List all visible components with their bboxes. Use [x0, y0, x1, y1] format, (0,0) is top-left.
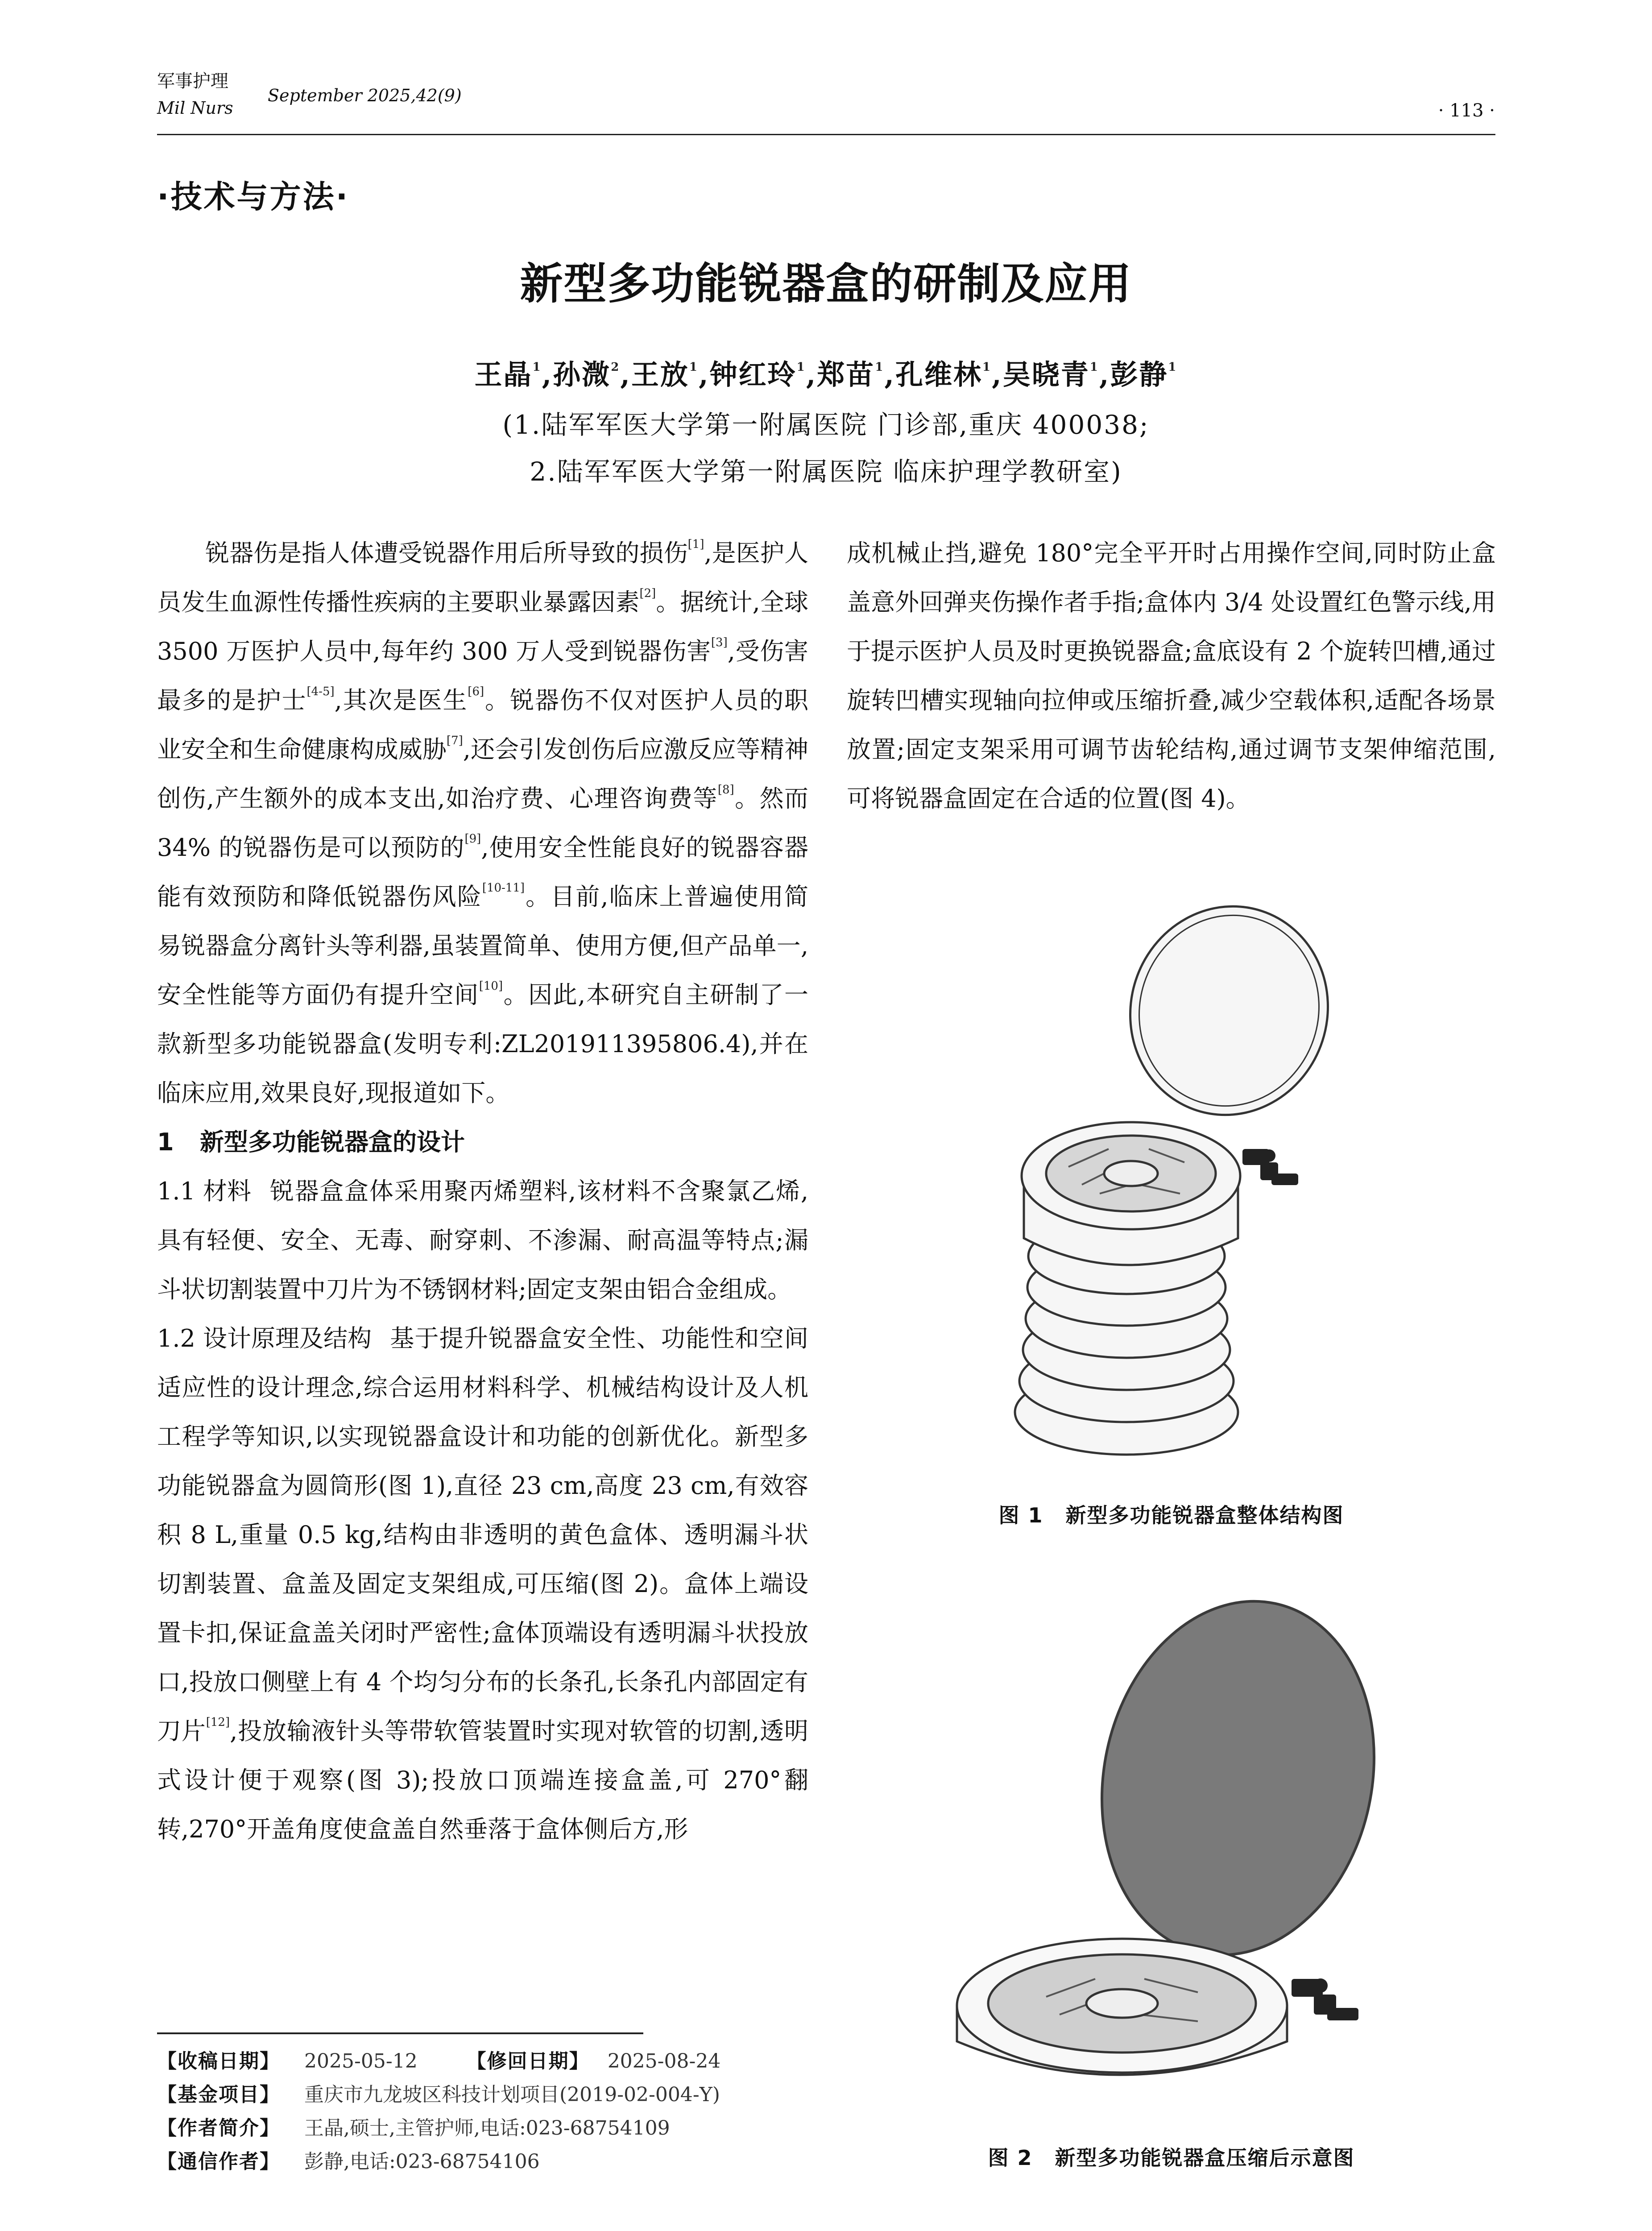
header-rule — [157, 134, 1495, 135]
affiliation-marker: 1 — [532, 361, 542, 374]
author-separator: , — [992, 358, 1003, 391]
citation: [10-11] — [482, 881, 525, 895]
citation: [6] — [468, 685, 484, 698]
subsection-1-1: 1.1 材料 锐器盒盒体采用聚丙烯塑料,该材料不含聚氯乙烯,具有轻便、安全、无毒、耐穿刺、不渗漏、耐高温等特点;漏斗状切割装置中刀片为不锈钢材料;固定支架由铝合金组成。 — [157, 1167, 808, 1314]
figure-2-caption: 图 2 新型多功能锐器盒压缩后示意图 — [988, 2146, 1355, 2170]
footnote-dates: 【收稿日期】 2025-05-12 【修回日期】 2025-08-24 — [157, 2050, 721, 2073]
citation: [2] — [639, 587, 656, 600]
citation: [1] — [687, 538, 704, 551]
section-heading-1: 1 新型多功能锐器盒的设计 — [157, 1128, 465, 1156]
author-name: 郑苗 — [817, 358, 875, 391]
citation: [7] — [446, 734, 463, 747]
footnote-rule — [157, 2032, 643, 2034]
subsection-label: 1.2 设计原理及结构 — [157, 1324, 372, 1352]
affiliation-marker: 2 — [611, 361, 621, 374]
figure-1-image — [979, 899, 1363, 1488]
subsection-1-2: 1.2 设计原理及结构 基于提升锐器盒安全性、功能性和空间适应性的设计理念,综合运用材料科学、机械结构设计及人机工程学等知识,以实现锐器盒设计和功能的创新优化。新型多功能锐器盒为圆筒形(图 1),直径 23 cm,高度 23 cm,有效容积 8 L,重量 0.5 kg,结构由非透明的黄色盒体、透明漏斗状切割装置、盒盖及固定支架组成,可压缩(图 2)。盒体上端设置卡扣,保证盒盖关闭时严密性;盒体顶端设有透明漏斗状投放口,投放口侧壁上有 4 个均匀分布的长条孔,长条孔内部固定有刀片[12],投放输液针头等带软管装置时实现对软管的切割,透明式设计便于观察(图 3);投放口顶端连接盒盖,可 270°翻转,270°开盖角度使盒盖自然垂落于盒体侧后方,形 — [157, 1314, 808, 1854]
figure-2-image — [948, 1586, 1394, 2135]
author-separator: , — [884, 358, 895, 391]
affiliation-marker: 1 — [796, 361, 806, 374]
affiliation-marker: 1 — [875, 361, 885, 374]
author-name: 孔维林 — [895, 358, 983, 391]
author-name: 王晶 — [474, 358, 533, 391]
footnote-author-bio: 【作者简介】 王晶,硕士,主管护师,电话:023-68754109 — [157, 2117, 670, 2140]
citation: [12] — [206, 1716, 230, 1729]
author-separator: , — [542, 358, 553, 391]
affiliation-1: (1.陆军军医大学第一附属医院 门诊部,重庆 400038; — [502, 410, 1150, 440]
author-name: 钟红玲 — [709, 358, 797, 391]
author-name: 王放 — [631, 358, 689, 391]
author-name: 孙溦 — [553, 358, 611, 391]
affiliation-2: 2.陆军军医大学第一附属医院 临床护理学教研室) — [530, 456, 1122, 487]
author-name: 吴晓青 — [1002, 358, 1090, 391]
issue-date: September 2025,42(9) — [268, 86, 462, 105]
author-separator: , — [1099, 358, 1110, 391]
journal-name-en: Mil Nurs — [157, 98, 233, 118]
affiliation-marker: 1 — [689, 361, 699, 374]
footnote-fund: 【基金项目】 重庆市九龙坡区科技计划项目(2019-02-004-Y) — [157, 2083, 720, 2106]
citation: [3] — [711, 636, 728, 649]
author-separator: , — [806, 358, 817, 391]
citation: [8] — [717, 783, 734, 796]
body-left-column — [157, 529, 808, 1854]
affiliation-marker: 1 — [982, 361, 992, 374]
page-number: · 113 · — [1438, 100, 1495, 121]
section-label: ·技术与方法· — [157, 178, 350, 215]
author-separator: , — [699, 358, 710, 391]
body-right-column — [847, 529, 1496, 823]
citation: [4-5] — [306, 685, 335, 698]
figure-1-caption: 图 1 新型多功能锐器盒整体结构图 — [998, 1503, 1344, 1527]
affiliation-marker: 1 — [1168, 361, 1178, 374]
author-name: 彭静 — [1110, 358, 1168, 391]
author-separator: , — [620, 358, 631, 391]
journal-name-cn: 军事护理 — [157, 71, 228, 91]
citation: [10] — [479, 979, 503, 993]
subsection-label: 1.1 材料 — [157, 1177, 252, 1205]
footnote-corresponding-author: 【通信作者】 彭静,电话:023-68754106 — [157, 2150, 540, 2173]
right-column-paragraph: 成机械止挡,避免 180°完全平开时占用操作空间,同时防止盒盖意外回弹夹伤操作者手指;盒体内 3/4 处设置红色警示线,用于提示医护人员及时更换锐器盒;盒底设有 2 个旋转凹槽,通过旋转凹槽实现轴向拉伸或压缩折叠,减少空载体积,适配各场景放置;固定支架采用可调节齿轮结构,通过调节支架伸缩范围,可将锐器盒固定在合适的位置(图 4)。 — [847, 539, 1496, 813]
paper-title: 新型多功能锐器盒的研制及应用 — [520, 259, 1132, 309]
author-list — [0, 352, 1652, 392]
intro-paragraph: 锐器伤是指人体遭受锐器作用后所导致的损伤[1],是医护人员发生血源性传播性疾病的主要职业暴露因素[2]。据统计,全球 3500 万医护人员中,每年约 300 万人受到锐器伤害[3],受伤害最多的是护士[4-5],其次是医生[6]。锐器伤不仅对医护人员的职业安全和生命健康构成威胁[7],还会引发创伤后应激反应等精神创伤,产生额外的成本支出,如治疗费、心理咨询费等[8]。然而 34% 的锐器伤是可以预防的[9],使用安全性能良好的锐器容器能有效预防和降低锐器伤风险[10-11]。目前,临床上普遍使用简易锐器盒分离针头等利器,虽装置简单、使用方便,但产品单一,安全性能等方面仍有提升空间[10]。因此,本研究自主研制了一款新型多功能锐器盒(发明专利:ZL201911395806.4),并在临床应用,效果良好,现报道如下。 — [157, 538, 809, 1107]
citation: [9] — [464, 832, 481, 846]
affiliation-marker: 1 — [1089, 361, 1099, 374]
